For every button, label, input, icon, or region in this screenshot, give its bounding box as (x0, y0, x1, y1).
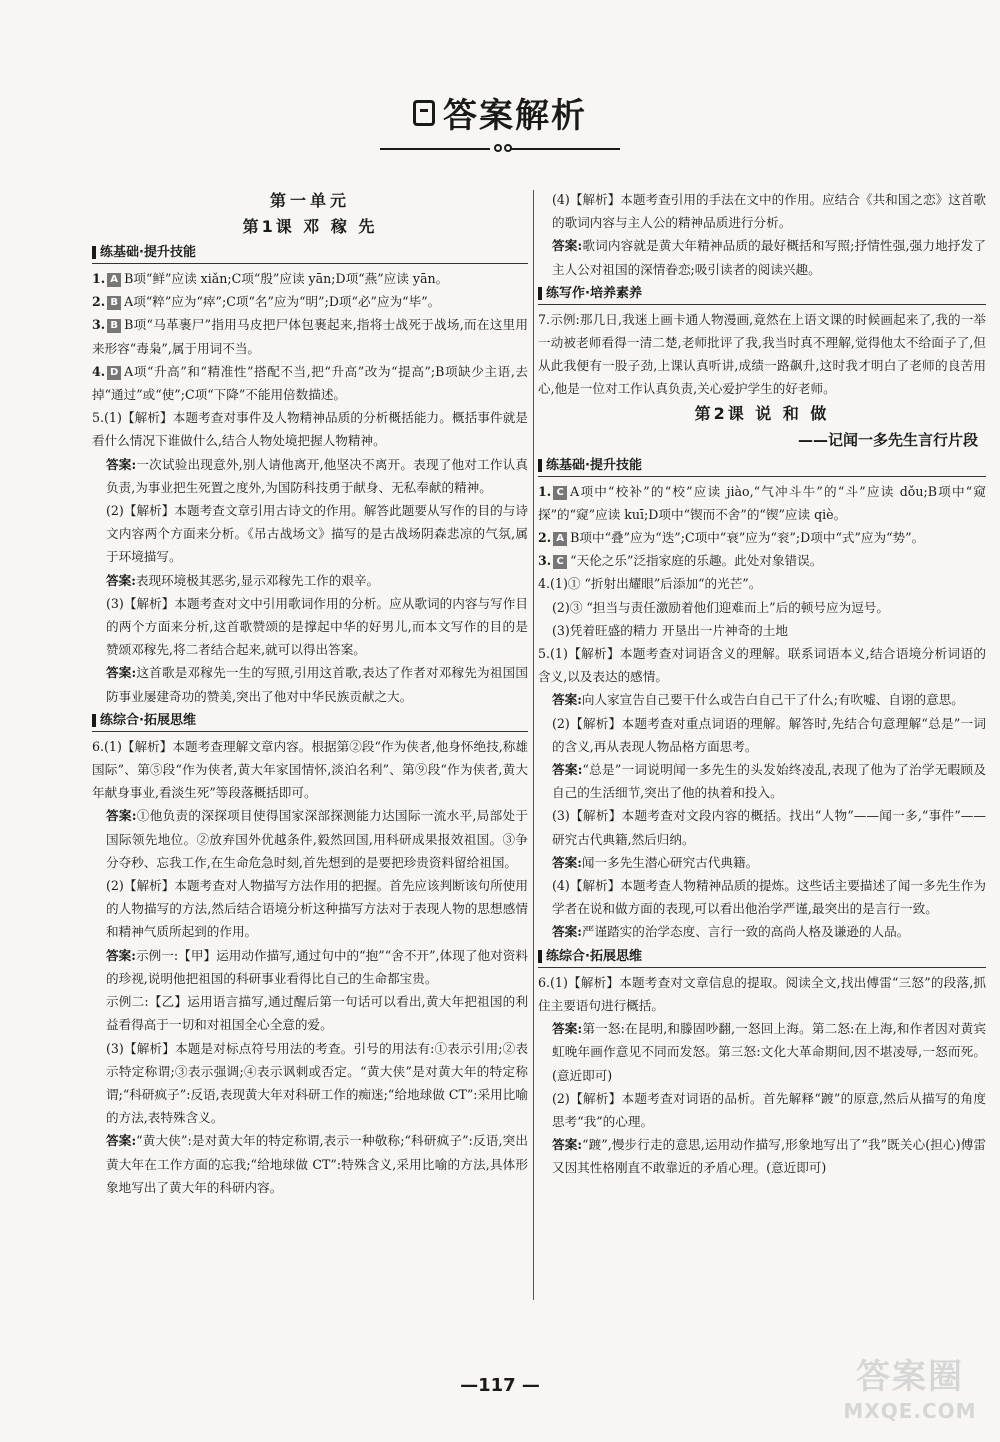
answer-title (413, 88, 587, 137)
answer-paragraph: (3)凭着旺盛的精力 开垦出一片神奇的土地 (552, 622, 788, 638)
analysis-paragraph: (4)【解析】本题考查人物精神品质的提炼。这些话主要描述了闻一多先生作为学者在说和做方面的表现,可以看出他治学严谨,最突出的是言行一致。 (552, 878, 986, 917)
answer-paragraph: 答案:①他负责的深探项目使得国家深部探测能力达国际一流水平,局部处于国际领先地位。②放弃国外优越条件,毅然回国,用科研成果报效祖国。③争分夺秒、忘我工作,在生命危急时刻,首先想到的是要把珍贵资料留给祖国。 (106, 808, 528, 870)
answer-item: 4. D A项“升高”和“精准性”搭配不当,把“升高”改为“提高”;B项缺少主语,去掉“通过”或“使”;C项“下降”不能用倍数描述。 (92, 363, 528, 403)
answer-item: 2. A B项中“叠”应为“迭”;C项中“衰”应为“衮”;D项中“式”应为“势”。 (538, 530, 925, 546)
answer-paragraph: 答案:向人家宣告自己要干什么或告白自己干了什么;有吹嘘、自诩的意思。 (552, 692, 964, 708)
answer-item: 3. C “天伦之乐”泛指家庭的乐趣。此处对象错误。 (538, 553, 823, 569)
section-header (92, 710, 528, 732)
section-header (92, 242, 528, 264)
page-number: —117 — (460, 1375, 540, 1396)
answer-paragraph: 答案:一次试验出现意外,别人请他离开,他坚决不离开。表现了他对工作认真负责,为事业把生死置之度外,为国防科技勇于献身、无私奉献的精神。 (106, 456, 528, 495)
analysis-paragraph: (4)【解析】本题考查引用的手法在文中的作用。应结合《共和国之恋》这首歌的歌词内容与主人公的精神品质进行分析。 (552, 192, 986, 231)
answer-paragraph: 答案:严谨踏实的治学态度、言行一致的高尚人格及谦逊的人品。 (552, 924, 910, 940)
section-header (538, 946, 986, 968)
analysis-paragraph: (2)【解析】本题考查对重点词语的理解。解答时,先结合句意理解“总是”一词的含义,再从表现人物品格方面思考。 (552, 715, 986, 754)
lesson-title: 第2课 说 和 做 (694, 403, 830, 423)
lesson-subtitle: ——记闻一多先生言行片段 (797, 430, 978, 449)
section-bar-icon (538, 950, 542, 963)
answer-badge: A (553, 532, 567, 546)
section-header (538, 455, 986, 477)
section-title: 练写作·培养素养 (546, 285, 642, 301)
answer-paragraph: 示例二:【乙】运用语言描写,通过醒后第一句话可以看出,黄大年把祖国的利益看得高于一切和对祖国全心全意的爱。 (106, 994, 528, 1033)
section-title: 练综合·拓展思维 (546, 948, 642, 964)
section-bar-icon (92, 714, 96, 727)
analysis-paragraph: (3)【解析】本题考查对文段内容的概括。找出“人物”——闻一多,“事件”——研究古代典籍,然后归纳。 (552, 808, 986, 847)
answer-paragraph: 答案:示例一:【甲】运用动作描写,通过句中的“抱”“舍不开”,体现了他对资料的珍视,说明他把祖国的科研事业看得比自己的生命都宝贵。 (106, 947, 528, 986)
analysis-paragraph: (2)【解析】本题考查文章引用古诗文的作用。解答此题要从写作的目的与诗文内容两个方面来分析。《吊古战场文》描写的是古战场阴森悲凉的气氛,属于环境描写。 (106, 503, 528, 565)
section-bar-icon (92, 246, 96, 259)
analysis-paragraph: 5.(1)【解析】本题考查对词语含义的理解。联系词语本义,结合语境分析词语的含义,以及表达的感情。 (538, 646, 986, 685)
answer-paragraph: (2)③ “担当与责任激励着他们迎难而上”后的顿号应为逗号。 (552, 599, 889, 615)
analysis-paragraph: (3)【解析】本题考查对文中引用歌词作用的分析。应从歌词的内容与写作目的两个方面来分析,这首歌赞颂的是撑起中华的好男儿,而本文写作的目的是赞颂邓稼先,将二者结合起来,就可以得出答案。 (106, 595, 528, 658)
answer-badge: A (107, 273, 121, 287)
answer-paragraph: 答案:这首歌是邓稼先一生的写照,引用这首歌,表达了作者对邓稼先为祖国国防事业屡建奇功的赞美,突出了他对中华民族贡献之大。 (106, 665, 528, 704)
analysis-paragraph: (2)【解析】本题考查对人物描写方法作用的把握。首先应该判断该句所使用的人物描写的方法,然后结合语境分析这种描写方法对于表现人物的思想感情和精神气质所起到的作用。 (106, 878, 528, 940)
answer-paragraph: 答案:表现环境极其恶劣,显示邓稼先工作的艰辛。 (106, 572, 380, 588)
answer-paragraph: 答案:歌词内容就是黄大年精神品质的最好概括和写照;抒情性强,强力地抒发了主人公对祖国的深情眷恋;吸引读者的阅读兴趣。 (552, 238, 986, 277)
answer-paragraph: 答案:“总是”一词说明闻一多先生的头发始终凌乱,表现了他为了治学无暇顾及自己的生活细节,突出了他的执着和投入。 (552, 762, 986, 801)
answer-badge: B (107, 319, 121, 333)
answer-item: 1. C A项中“校补”的“校”应读 jiào,“气冲斗牛”的“斗”应读 dǒu;B项中“窥探”的“窥”应读 kuī;D项中“锲而不舍”的“锲”应读 qiè。 (538, 483, 986, 522)
section-title: 练综合·拓展思维 (100, 712, 196, 728)
right-column (538, 188, 986, 1180)
title-ornament (380, 143, 620, 155)
answer-paragraph: 答案:第一怒:在昆明,和滕固吵翻,一怒回上海。第二怒:在上海,和作者因对黄宾虹晚年画作意见不同而发怒。第三怒:文化大革命期间,因不堪凌辱,一怒而死。(意近即可) (552, 1021, 986, 1083)
section-title: 练基础·提升技能 (546, 457, 642, 473)
column-divider (533, 190, 534, 1300)
left-column (92, 188, 528, 1199)
analysis-paragraph: 5.(1)【解析】本题考查对事件及人物精神品质的分析概括能力。概括事件就是看什么情况下谁做什么,结合人物处境把握人物精神。 (92, 410, 528, 449)
answer-item: 1. A B项“鲜”应读 xiǎn;C项“殷”应读 yān;D项“燕”应读 yān。 (92, 271, 449, 286)
site-watermark (830, 1355, 990, 1435)
book-icon (413, 100, 435, 126)
answer-paragraph: 答案:“踱”,慢步行走的意思,运用动作描写,形象地写出了“我”既关心(担心)傅雷又因其性格刚直不敢靠近的矛盾心理。(意近即可) (552, 1137, 987, 1176)
answer-badge: C (553, 555, 567, 569)
watermark-logo-text: 答案圈 (856, 1357, 964, 1397)
watermark-url: MXQE.COM (843, 1399, 977, 1423)
answer-badge: C (553, 486, 567, 500)
answer-badge: D (107, 366, 121, 380)
answer-paragraph: 答案:闻一多先生潜心研究古代典籍。 (552, 854, 759, 870)
answer-item: 3. B B项“马革裹尸”指用马皮把尸体包裹起来,指将士战死于战场,而在这里用来形容“毒枭”,属于用词不当。 (92, 317, 528, 356)
section-title: 练基础·提升技能 (100, 245, 196, 260)
analysis-paragraph: 6.(1)【解析】本题考查对文章信息的提取。阅读全文,找出傅雷“三怒”的段落,抓住主要语句进行概括。 (538, 974, 986, 1013)
analysis-paragraph: (2)【解析】本题考查对词语的品析。首先解释“踱”的原意,然后从描写的角度思考“我”的心理。 (552, 1090, 986, 1129)
answer-paragraph: 7.示例:那几日,我迷上画卡通人物漫画,竟然在上语文课的时候画起来了,我的一举一动被老师看得一清二楚,老师批评了我,我当时真不理解,觉得他太不给面子了,但从此我便有一股子劲,上课认真听讲,成绩一路飙升,这时我才明白了老师的良苦用心,他是一位对工作认真负责,关心爱护学生的好老师。 (538, 311, 986, 397)
answer-title-text: 答案解析 (443, 96, 587, 136)
analysis-paragraph: 6.(1)【解析】本题考查理解文章内容。根据第②段“作为侠者,他身怀绝技,称雄国际”、第⑤段“作为侠者,黄大年家国情怀,淡泊名利”、第⑨段“作为侠者,黄大年献身事业,看淡生死”等段落概括即可。 (92, 738, 528, 801)
answer-paragraph: 答案:“黄大侠”:是对黄大年的特定称谓,表示一种敬称;“科研疯子”:反语,突出黄大年在工作方面的忘我;“给地球做 CT”:特殊含义,采用比喻的方法,具体形象地写出了黄大年的科研内容。 (106, 1133, 528, 1195)
section-header (538, 283, 986, 305)
section-bar-icon (538, 287, 542, 300)
page-header (0, 88, 1000, 155)
lesson-title: 第1课 邓 稼 先 (242, 217, 378, 236)
answer-item: 2. B A项“粹”应为“瘁”;C项“名”应为“明”;D项“必”应为“毕”。 (92, 294, 441, 310)
analysis-paragraph: (3)【解析】本题是对标点符号用法的考查。引号的用法有:①表示引用;②表示特定称谓;③表示强调;④表示讽刺或否定。“黄大侠”是对黄大年的特定称谓;“科研疯子”:反语,表现黄大年对科研工作的痴迷;“给地球做 CT”:采用比喻的方法,表特殊含义。 (106, 1040, 528, 1126)
unit-title: 第一单元 (269, 191, 350, 210)
answer-badge: B (107, 296, 121, 310)
section-bar-icon (538, 459, 542, 472)
answer-paragraph: 4.(1)① “折射出耀眼”后添加“的光芒”。 (538, 576, 762, 592)
